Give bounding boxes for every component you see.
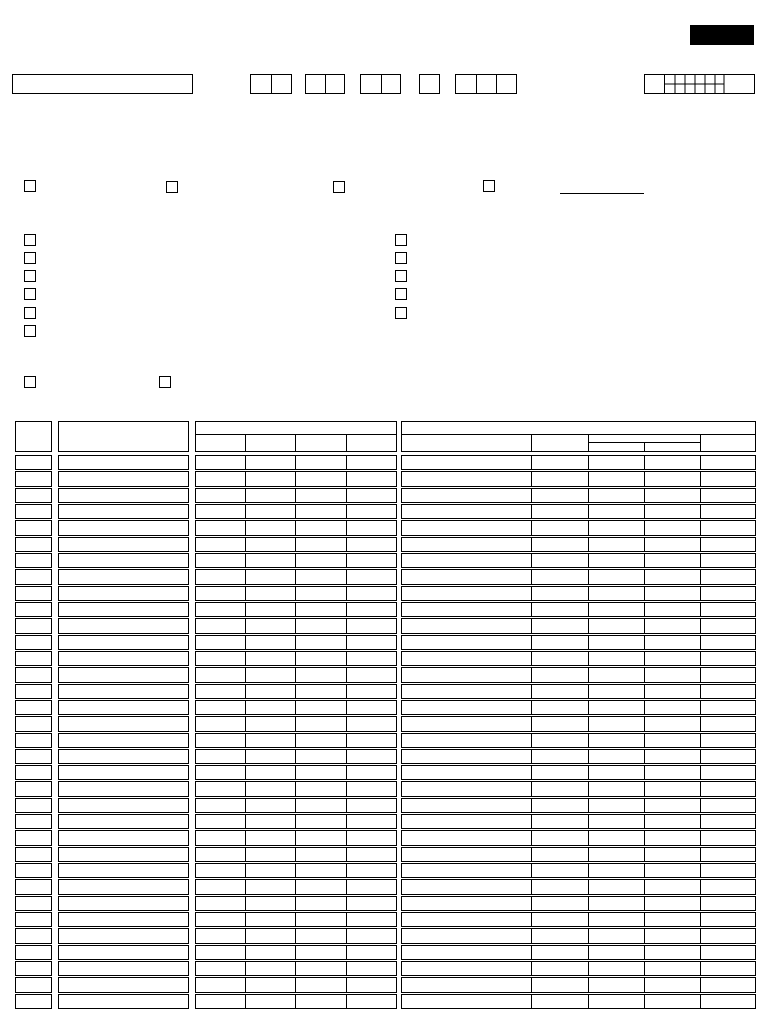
row-group-b-cell[interactable] [402, 587, 756, 601]
row-number-cell[interactable] [16, 913, 52, 927]
row-group-b-cell[interactable] [402, 929, 756, 944]
row-number-cell[interactable] [16, 619, 52, 634]
row-description-cell[interactable] [59, 505, 189, 519]
row-group-b-cell[interactable] [402, 848, 756, 862]
row-description-cell[interactable] [59, 717, 189, 732]
row-number-cell[interactable] [16, 603, 52, 617]
row-group-b-cell[interactable] [402, 717, 756, 732]
row-description-cell[interactable] [59, 636, 189, 650]
row-description-cell[interactable] [59, 815, 189, 829]
row-group-b-cell[interactable] [402, 685, 756, 699]
row-description-cell[interactable] [59, 701, 189, 715]
row-group-b-cell[interactable] [402, 603, 756, 617]
row-number-cell[interactable] [16, 652, 52, 666]
row-group-b-cell[interactable] [402, 701, 756, 715]
row-group-b-cell[interactable] [402, 489, 756, 503]
row-group-b-cell[interactable] [402, 554, 756, 568]
row-number-cell[interactable] [16, 766, 52, 780]
row-group-b-cell[interactable] [402, 782, 756, 797]
row-description-cell[interactable] [59, 946, 189, 960]
row-group-b-cell[interactable] [402, 766, 756, 780]
row-group-b-cell[interactable] [402, 750, 756, 764]
row-description-cell[interactable] [59, 554, 189, 568]
row-number-cell[interactable] [16, 962, 52, 976]
row-number-cell[interactable] [16, 734, 52, 748]
row-number-cell[interactable] [16, 456, 52, 470]
row-description-cell[interactable] [59, 913, 189, 927]
row-number-cell[interactable] [16, 799, 52, 813]
row-description-cell[interactable] [59, 897, 189, 911]
row-number-cell[interactable] [16, 668, 52, 683]
row-number-cell[interactable] [16, 489, 52, 503]
row-number-cell[interactable] [16, 946, 52, 960]
row-number-cell[interactable] [16, 472, 52, 487]
row-group-b-cell[interactable] [402, 619, 756, 634]
row-group-b-cell[interactable] [402, 946, 756, 960]
row-number-cell[interactable] [16, 570, 52, 585]
row-description-cell[interactable] [59, 472, 189, 487]
row-description-cell[interactable] [59, 489, 189, 503]
row-group-b-cell[interactable] [402, 505, 756, 519]
row-description-cell[interactable] [59, 685, 189, 699]
row-group-b-cell[interactable] [402, 652, 756, 666]
row-group-b-cell[interactable] [402, 995, 756, 1009]
row-number-cell[interactable] [16, 995, 52, 1009]
row-number-cell[interactable] [16, 717, 52, 732]
row-description-cell[interactable] [59, 570, 189, 585]
row-description-cell[interactable] [59, 456, 189, 470]
row-description-cell[interactable] [59, 962, 189, 976]
row-group-b-cell[interactable] [402, 799, 756, 813]
row-description-cell[interactable] [59, 864, 189, 878]
row-description-cell[interactable] [59, 750, 189, 764]
row-number-cell[interactable] [16, 848, 52, 862]
row-description-cell[interactable] [59, 734, 189, 748]
row-description-cell[interactable] [59, 538, 189, 552]
row-group-b-cell[interactable] [402, 636, 756, 650]
row-number-cell[interactable] [16, 554, 52, 568]
row-number-cell[interactable] [16, 880, 52, 895]
row-number-cell[interactable] [16, 978, 52, 993]
row-number-cell[interactable] [16, 587, 52, 601]
row-number-cell[interactable] [16, 636, 52, 650]
row-group-b-cell[interactable] [402, 962, 756, 976]
row-description-cell[interactable] [59, 831, 189, 846]
row-group-b-cell[interactable] [402, 472, 756, 487]
row-description-cell[interactable] [59, 880, 189, 895]
row-description-cell[interactable] [59, 668, 189, 683]
row-number-cell[interactable] [16, 782, 52, 797]
row-description-cell[interactable] [59, 619, 189, 634]
row-number-cell[interactable] [16, 701, 52, 715]
row-description-cell[interactable] [59, 995, 189, 1009]
row-number-cell[interactable] [16, 897, 52, 911]
row-group-b-cell[interactable] [402, 668, 756, 683]
table-header-number[interactable] [16, 422, 52, 452]
row-description-cell[interactable] [59, 603, 189, 617]
row-group-b-cell[interactable] [402, 456, 756, 470]
row-group-b-cell[interactable] [402, 831, 756, 846]
row-description-cell[interactable] [59, 848, 189, 862]
row-group-b-cell[interactable] [402, 864, 756, 878]
row-group-b-cell[interactable] [402, 734, 756, 748]
row-group-b-cell[interactable] [402, 880, 756, 895]
row-number-cell[interactable] [16, 505, 52, 519]
row-group-b-cell[interactable] [402, 913, 756, 927]
row-group-b-cell[interactable] [402, 538, 756, 552]
row-description-cell[interactable] [59, 978, 189, 993]
row-number-cell[interactable] [16, 864, 52, 878]
row-group-b-cell[interactable] [402, 815, 756, 829]
row-description-cell[interactable] [59, 587, 189, 601]
row-number-cell[interactable] [16, 831, 52, 846]
row-group-b-cell[interactable] [402, 978, 756, 993]
row-description-cell[interactable] [59, 766, 189, 780]
row-description-cell[interactable] [59, 799, 189, 813]
row-number-cell[interactable] [16, 685, 52, 699]
row-description-cell[interactable] [59, 521, 189, 536]
table-header-description[interactable] [59, 422, 189, 452]
row-number-cell[interactable] [16, 815, 52, 829]
row-description-cell[interactable] [59, 782, 189, 797]
row-group-b-cell[interactable] [402, 521, 756, 536]
row-description-cell[interactable] [59, 652, 189, 666]
row-number-cell[interactable] [16, 538, 52, 552]
row-number-cell[interactable] [16, 929, 52, 944]
row-group-b-cell[interactable] [402, 897, 756, 911]
row-number-cell[interactable] [16, 521, 52, 536]
row-description-cell[interactable] [59, 929, 189, 944]
table-header-group-b[interactable] [402, 422, 756, 452]
row-number-cell[interactable] [16, 750, 52, 764]
row-group-b-cell[interactable] [402, 570, 756, 585]
